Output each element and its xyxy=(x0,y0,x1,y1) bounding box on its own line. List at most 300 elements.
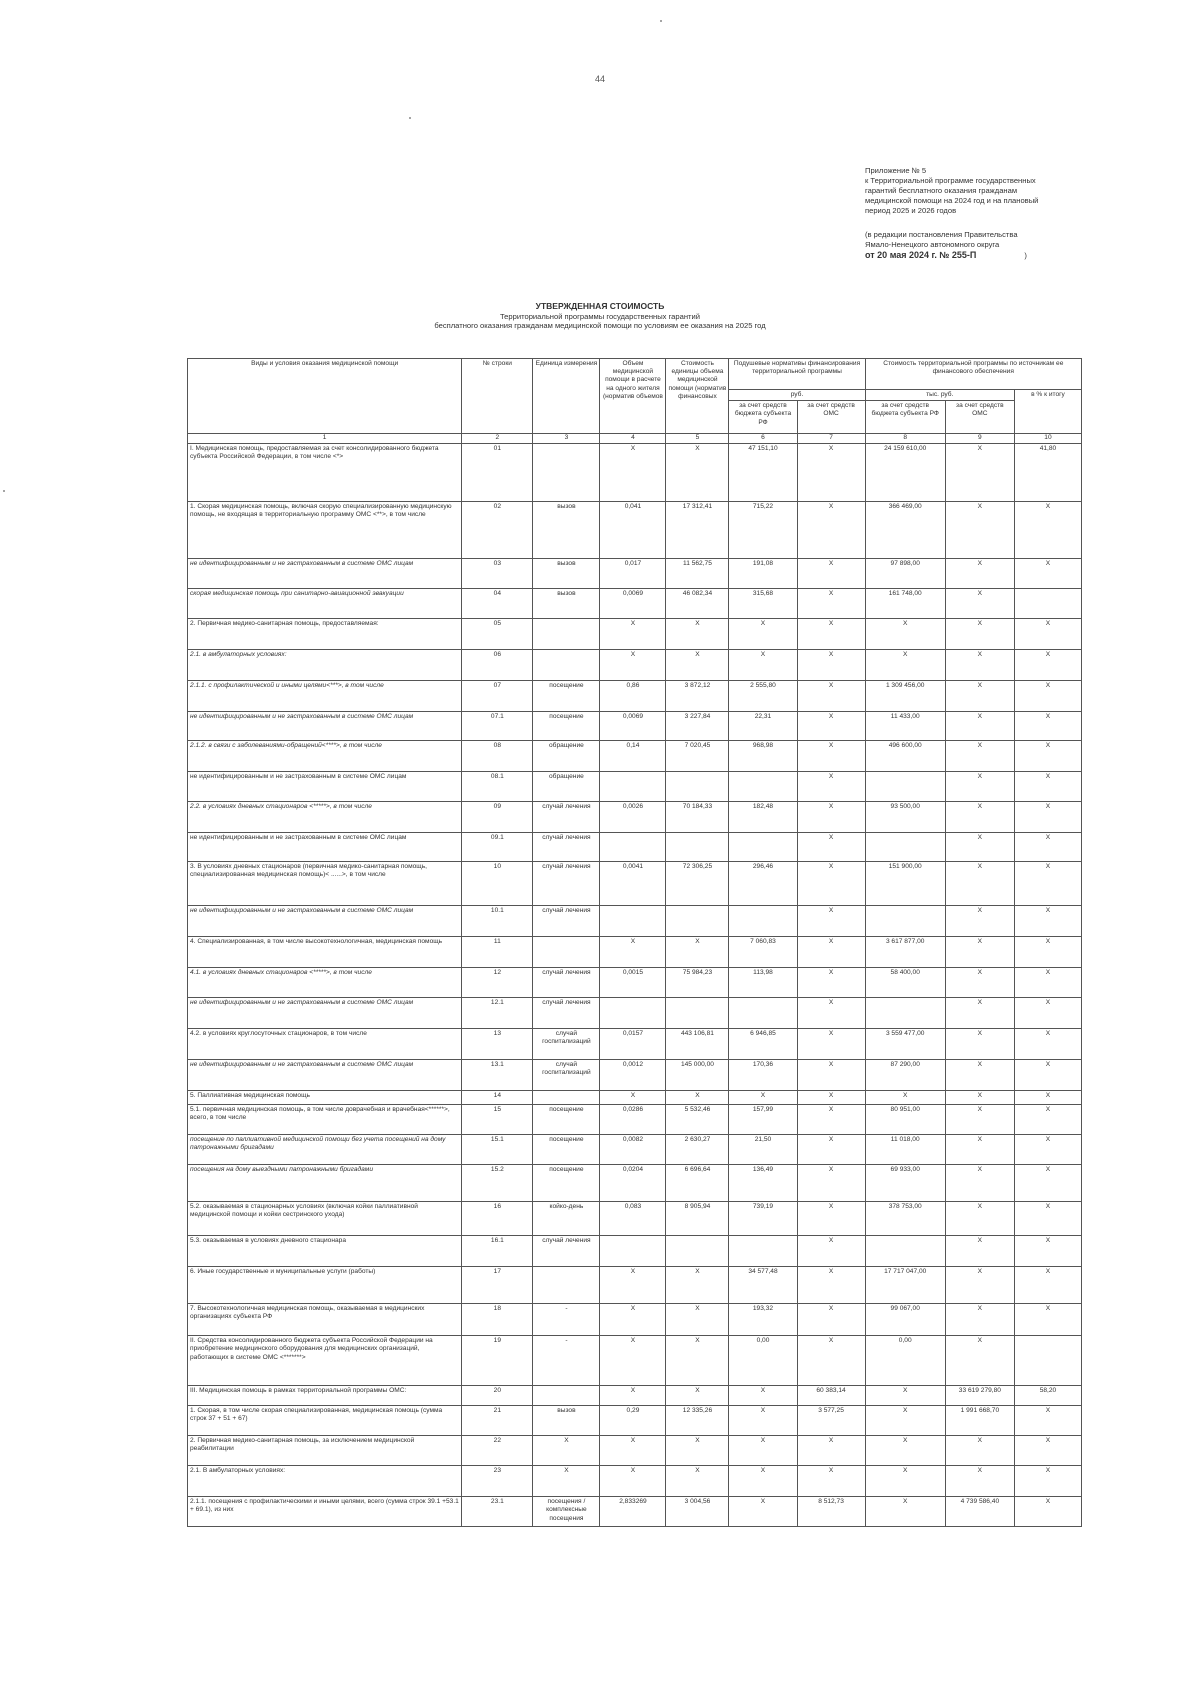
cell-col-8: 24 159 610,00 xyxy=(865,444,945,502)
table-row xyxy=(188,650,1082,681)
cell-col-5: X xyxy=(666,1091,729,1105)
row-number: 07 xyxy=(462,681,533,712)
cell-col-6: 170,36 xyxy=(729,1060,797,1091)
row-name: посещение по паллиативной медицинской помощи без учета посещений на дому патронажными бригадами xyxy=(188,1135,462,1165)
cell-col-9: X xyxy=(945,1202,1014,1236)
cell-col-6: 34 577,48 xyxy=(729,1267,797,1304)
cell-col-10: X xyxy=(1014,802,1081,833)
cell-col-5: X xyxy=(666,1304,729,1336)
cell-col-7: X xyxy=(797,862,865,906)
scan-speck xyxy=(660,20,662,22)
cell-col-9: X xyxy=(945,712,1014,741)
table-body xyxy=(188,444,1082,1527)
cell-col-10: X xyxy=(1014,772,1081,802)
cell-col-5: X xyxy=(666,444,729,502)
cell-col-4: 0,14 xyxy=(600,741,666,772)
cell-col-7: X xyxy=(797,559,865,589)
cell-col-8: X xyxy=(865,1497,945,1527)
cell-col-8: 97 898,00 xyxy=(865,559,945,589)
cell-col-5: X xyxy=(666,1436,729,1466)
row-unit xyxy=(533,937,600,968)
cell-col-7: X xyxy=(797,1236,865,1267)
cell-col-4: X xyxy=(600,619,666,650)
cell-col-8: 3 559 477,00 xyxy=(865,1029,945,1060)
row-name: 5.1. первичная медицинская помощь, в том числе доврачебная и врачебная<******>, всего, в том числе xyxy=(188,1105,462,1135)
cell-col-10: X xyxy=(1014,650,1081,681)
appendix-note xyxy=(865,166,1065,261)
header-pct-total: в % к итогу xyxy=(1014,390,1081,434)
cell-col-10: X xyxy=(1014,998,1081,1029)
cell-col-5: 7 020,45 xyxy=(666,741,729,772)
row-number: 19 xyxy=(462,1336,533,1386)
row-unit: случай лечения xyxy=(533,1236,600,1267)
header-thous-rub: тыс. руб. xyxy=(865,390,1014,401)
row-number: 23.1 xyxy=(462,1497,533,1527)
cell-col-8: 3 617 877,00 xyxy=(865,937,945,968)
cell-col-7: X xyxy=(797,589,865,619)
cell-col-10: X xyxy=(1014,1105,1081,1135)
cell-col-5 xyxy=(666,833,729,862)
row-number: 05 xyxy=(462,619,533,650)
appendix-line: к Территориальной программе государственных xyxy=(865,176,1036,185)
col-number: 2 xyxy=(462,434,533,444)
header-row-no: № строки xyxy=(462,359,533,434)
header-unit: Единица измерения xyxy=(533,359,600,434)
table-row xyxy=(188,862,1082,906)
cell-col-4: X xyxy=(600,1304,666,1336)
table-row xyxy=(188,772,1082,802)
col-number: 3 xyxy=(533,434,600,444)
col-number: 8 xyxy=(865,434,945,444)
row-number: 17 xyxy=(462,1267,533,1304)
cell-col-8: 11 018,00 xyxy=(865,1135,945,1165)
cell-col-5: X xyxy=(666,650,729,681)
cell-col-8 xyxy=(865,998,945,1029)
cell-col-9: X xyxy=(945,619,1014,650)
row-name: 2.1.1. с профилактической и иными целями<***>, в том числе xyxy=(188,681,462,712)
appendix-line: гарантий бесплатного оказания гражданам xyxy=(865,186,1018,195)
cell-col-10: X xyxy=(1014,712,1081,741)
title-sub2: бесплатного оказания гражданам медицинской помощи по условиям ее оказания на 2025 год xyxy=(434,321,766,330)
cell-col-8: 80 951,00 xyxy=(865,1105,945,1135)
cell-col-5: 3 872,12 xyxy=(666,681,729,712)
cell-col-10: X xyxy=(1014,1466,1081,1497)
row-name: 2. Первичная медико-санитарная помощь, предоставляемая: xyxy=(188,619,462,650)
cell-col-7: X xyxy=(797,772,865,802)
cell-col-8: X xyxy=(865,1386,945,1406)
table-row xyxy=(188,1386,1082,1406)
row-number: 22 xyxy=(462,1436,533,1466)
cell-col-9: X xyxy=(945,862,1014,906)
cell-col-4: 0,0069 xyxy=(600,712,666,741)
cell-col-6: X xyxy=(729,1091,797,1105)
row-name: не идентифицированным и не застрахованным в системе ОМС лицам xyxy=(188,1060,462,1091)
col-number: 4 xyxy=(600,434,666,444)
cell-col-10: X xyxy=(1014,1236,1081,1267)
cell-col-7: X xyxy=(797,1304,865,1336)
cell-col-6 xyxy=(729,772,797,802)
col-number: 6 xyxy=(729,434,797,444)
cell-col-8: X xyxy=(865,1436,945,1466)
table-row xyxy=(188,1436,1082,1466)
row-unit: случай госпитализаций xyxy=(533,1029,600,1060)
row-name: 1. Скорая, в том числе скорая специализированная, медицинская помощь (сумма строк 37 + 51 + 67) xyxy=(188,1406,462,1436)
cell-col-5: 8 905,94 xyxy=(666,1202,729,1236)
table-row xyxy=(188,998,1082,1029)
cell-col-9: X xyxy=(945,937,1014,968)
table-row xyxy=(188,937,1082,968)
cell-col-8 xyxy=(865,1236,945,1267)
cell-col-7: X xyxy=(797,1029,865,1060)
cell-col-10: X xyxy=(1014,1060,1081,1091)
cell-col-4: 0,0026 xyxy=(600,802,666,833)
cell-col-7: X xyxy=(797,1466,865,1497)
row-unit xyxy=(533,444,600,502)
row-unit: посещение xyxy=(533,681,600,712)
cell-col-9: X xyxy=(945,1060,1014,1091)
cell-col-8 xyxy=(865,833,945,862)
cell-col-7: X xyxy=(797,998,865,1029)
cell-col-4: X xyxy=(600,1267,666,1304)
cell-col-10: X xyxy=(1014,502,1081,559)
cell-col-5: X xyxy=(666,1336,729,1386)
table-row xyxy=(188,1135,1082,1165)
cell-col-10: 41,80 xyxy=(1014,444,1081,502)
row-name: скорая медицинская помощь при санитарно-авиационной эвакуации xyxy=(188,589,462,619)
table-row xyxy=(188,1060,1082,1091)
cell-col-6: 193,32 xyxy=(729,1304,797,1336)
table-row xyxy=(188,619,1082,650)
cell-col-7: X xyxy=(797,1105,865,1135)
cell-col-5: X xyxy=(666,1267,729,1304)
cell-col-6: 715,22 xyxy=(729,502,797,559)
cell-col-6 xyxy=(729,1236,797,1267)
cell-col-6: 315,68 xyxy=(729,589,797,619)
cell-col-4 xyxy=(600,906,666,937)
row-name: 2. Первичная медико-санитарная помощь, за исключением медицинской реабилитации xyxy=(188,1436,462,1466)
cell-col-6: X xyxy=(729,619,797,650)
table-row xyxy=(188,1497,1082,1527)
cell-col-9: X xyxy=(945,1236,1014,1267)
cell-col-10 xyxy=(1014,1336,1081,1386)
cell-col-7: X xyxy=(797,681,865,712)
cell-col-6: 968,98 xyxy=(729,741,797,772)
col-number: 1 xyxy=(188,434,462,444)
cell-col-8: 17 717 047,00 xyxy=(865,1267,945,1304)
table-row xyxy=(188,589,1082,619)
header-cost: Стоимость единицы объема медицинской помощи (норматив финансовых xyxy=(666,359,729,434)
cell-col-4: X xyxy=(600,444,666,502)
cell-col-7: 3 577,25 xyxy=(797,1406,865,1436)
cell-col-8: X xyxy=(865,619,945,650)
row-unit xyxy=(533,1386,600,1406)
cell-col-10: X xyxy=(1014,619,1081,650)
row-name: 2.1. в амбулаторных условиях: xyxy=(188,650,462,681)
row-number: 14 xyxy=(462,1091,533,1105)
cell-col-7: X xyxy=(797,1060,865,1091)
header-types: Виды и условия оказания медицинской помощи xyxy=(188,359,462,434)
row-unit xyxy=(533,650,600,681)
row-name: 5.2. оказываемая в стационарных условиях (включая койки паллиативной медицинской помощи и койки сестринского ухода) xyxy=(188,1202,462,1236)
cell-col-9: X xyxy=(945,681,1014,712)
cell-col-5: 145 000,00 xyxy=(666,1060,729,1091)
row-name: не идентифицированным и не застрахованным в системе ОМС лицам xyxy=(188,998,462,1029)
row-name: не идентифицированным и не застрахованным в системе ОМС лицам xyxy=(188,906,462,937)
row-unit: вызов xyxy=(533,589,600,619)
cell-col-4: X xyxy=(600,1466,666,1497)
cell-col-10: X xyxy=(1014,559,1081,589)
table-row xyxy=(188,1165,1082,1202)
cell-col-10: X xyxy=(1014,741,1081,772)
cell-col-9: X xyxy=(945,968,1014,998)
document-title xyxy=(0,302,1200,331)
cell-col-7: X xyxy=(797,968,865,998)
cell-col-7: X xyxy=(797,712,865,741)
row-number: 18 xyxy=(462,1304,533,1336)
edition-line: (в редакции постановления Правительства xyxy=(865,230,1018,239)
cell-col-5: 2 630,27 xyxy=(666,1135,729,1165)
cell-col-5 xyxy=(666,772,729,802)
row-name: посещения на дому выездными патронажными бригадами xyxy=(188,1165,462,1202)
cell-col-6 xyxy=(729,998,797,1029)
row-unit: посещение xyxy=(533,1105,600,1135)
cell-col-6: 21,50 xyxy=(729,1135,797,1165)
row-number: 08 xyxy=(462,741,533,772)
col-number: 5 xyxy=(666,434,729,444)
cell-col-7: X xyxy=(797,502,865,559)
cell-col-4: X xyxy=(600,1091,666,1105)
cell-col-6: X xyxy=(729,1406,797,1436)
table-row xyxy=(188,1202,1082,1236)
cell-col-8: 366 469,00 xyxy=(865,502,945,559)
cell-col-9: X xyxy=(945,998,1014,1029)
table-row xyxy=(188,741,1082,772)
cell-col-4: 0,29 xyxy=(600,1406,666,1436)
col-number: 10 xyxy=(1014,434,1081,444)
cell-col-4 xyxy=(600,998,666,1029)
row-name: не идентифицированным и не застрахованным в системе ОМС лицам xyxy=(188,559,462,589)
decree-date: от 20 мая 2024 г. № 255-П xyxy=(865,250,977,260)
cell-col-5: 11 562,75 xyxy=(666,559,729,589)
scan-speck xyxy=(3,490,5,492)
cell-col-8: 69 933,00 xyxy=(865,1165,945,1202)
row-number: 16.1 xyxy=(462,1236,533,1267)
cell-col-4: 0,86 xyxy=(600,681,666,712)
cell-col-9: X xyxy=(945,1466,1014,1497)
table-row xyxy=(188,681,1082,712)
cell-col-8: X xyxy=(865,650,945,681)
title-main: УТВЕРЖДЕННАЯ СТОИМОСТЬ xyxy=(535,301,665,311)
cell-col-6: 47 151,10 xyxy=(729,444,797,502)
cell-col-9: X xyxy=(945,1436,1014,1466)
row-number: 10 xyxy=(462,862,533,906)
cell-col-4: 0,0082 xyxy=(600,1135,666,1165)
cell-col-9: X xyxy=(945,1091,1014,1105)
cell-col-7: X xyxy=(797,741,865,772)
row-number: 11 xyxy=(462,937,533,968)
appendix-line: Приложение № 5 xyxy=(865,166,927,175)
cell-col-9: X xyxy=(945,1165,1014,1202)
cell-col-10: X xyxy=(1014,1091,1081,1105)
table-row xyxy=(188,1406,1082,1436)
row-name: 3. В условиях дневных стационаров (первичная медико-санитарная помощь, специализированная медицинская помощь)< ......>, в том числе xyxy=(188,862,462,906)
row-name: 4.2. в условиях круглосуточных стационаров, в том числе xyxy=(188,1029,462,1060)
cell-col-9: X xyxy=(945,906,1014,937)
cell-col-10: X xyxy=(1014,1267,1081,1304)
cell-col-4: 0,0041 xyxy=(600,862,666,906)
header-oms-9: за счет средств ОМС xyxy=(945,401,1014,434)
cell-col-4: 0,0015 xyxy=(600,968,666,998)
row-unit: случай лечения xyxy=(533,802,600,833)
cell-col-9: 33 619 279,80 xyxy=(945,1386,1014,1406)
cell-col-8 xyxy=(865,906,945,937)
row-name: 5. Паллиативная медицинская помощь xyxy=(188,1091,462,1105)
cell-col-8: 378 753,00 xyxy=(865,1202,945,1236)
cell-col-9: 1 991 668,70 xyxy=(945,1406,1014,1436)
table-row xyxy=(188,1267,1082,1304)
row-unit: случай лечения xyxy=(533,998,600,1029)
cell-col-7: X xyxy=(797,802,865,833)
row-name: III. Медицинская помощь в рамках территориальной программы ОМС: xyxy=(188,1386,462,1406)
cell-col-5: 46 082,34 xyxy=(666,589,729,619)
row-unit: посещение xyxy=(533,1135,600,1165)
page-number: 44 xyxy=(595,74,606,84)
row-name: не идентифицированным и не застрахованным в системе ОМС лицам xyxy=(188,833,462,862)
cell-col-6: 7 060,83 xyxy=(729,937,797,968)
scan-speck xyxy=(409,117,411,119)
row-unit: посещение xyxy=(533,712,600,741)
cell-col-10: X xyxy=(1014,906,1081,937)
cell-col-7: X xyxy=(797,937,865,968)
row-unit: посещение xyxy=(533,1165,600,1202)
cell-col-9: X xyxy=(945,1105,1014,1135)
cell-col-8: 0,00 xyxy=(865,1336,945,1386)
cell-col-8: 87 290,00 xyxy=(865,1060,945,1091)
row-name: 2.2. в условиях дневных стационаров <*****>, в том числе xyxy=(188,802,462,833)
row-unit: случай лечения xyxy=(533,833,600,862)
close-paren: ) xyxy=(1024,251,1027,260)
cell-col-8: X xyxy=(865,1466,945,1497)
table-row xyxy=(188,502,1082,559)
table-row xyxy=(188,1466,1082,1497)
cell-col-5: X xyxy=(666,1466,729,1497)
cell-col-10: X xyxy=(1014,1202,1081,1236)
cell-col-10: X xyxy=(1014,968,1081,998)
cell-col-6: X xyxy=(729,1466,797,1497)
cell-col-4 xyxy=(600,772,666,802)
row-unit: случай лечения xyxy=(533,862,600,906)
cell-col-5: 72 306,25 xyxy=(666,862,729,906)
row-number: 15 xyxy=(462,1105,533,1135)
header-per-capita: Подушевые нормативы финансирования территориальной программы xyxy=(729,359,865,390)
row-number: 16 xyxy=(462,1202,533,1236)
cell-col-5: 12 335,26 xyxy=(666,1406,729,1436)
row-unit xyxy=(533,619,600,650)
cell-col-7: X xyxy=(797,1436,865,1466)
cell-col-7: X xyxy=(797,1267,865,1304)
cell-col-9: X xyxy=(945,650,1014,681)
cell-col-9: X xyxy=(945,833,1014,862)
table-row xyxy=(188,968,1082,998)
header-budget-rf: за счет средств бюджета субъекта РФ xyxy=(729,401,797,434)
col-number: 7 xyxy=(797,434,865,444)
table-row xyxy=(188,833,1082,862)
cell-col-4: X xyxy=(600,1386,666,1406)
row-number: 12.1 xyxy=(462,998,533,1029)
cell-col-8 xyxy=(865,772,945,802)
row-unit: - xyxy=(533,1336,600,1386)
cell-col-8: X xyxy=(865,1091,945,1105)
cell-col-7: X xyxy=(797,619,865,650)
cell-col-9: X xyxy=(945,1135,1014,1165)
cell-col-4: X xyxy=(600,1336,666,1386)
table-row xyxy=(188,712,1082,741)
cell-col-9: X xyxy=(945,502,1014,559)
row-unit: обращение xyxy=(533,772,600,802)
cell-col-6: 136,49 xyxy=(729,1165,797,1202)
cell-col-9: X xyxy=(945,802,1014,833)
cell-col-10: X xyxy=(1014,1029,1081,1060)
cell-col-8: X xyxy=(865,1406,945,1436)
table-row xyxy=(188,802,1082,833)
cell-col-4: X xyxy=(600,650,666,681)
cell-col-6: X xyxy=(729,1436,797,1466)
cell-col-4: 0,017 xyxy=(600,559,666,589)
row-unit: вызов xyxy=(533,559,600,589)
title-sub1: Территориальной программы государственных гарантий xyxy=(499,311,701,321)
cell-col-7: 8 512,73 xyxy=(797,1497,865,1527)
row-unit: X xyxy=(533,1436,600,1466)
cell-col-9: X xyxy=(945,1304,1014,1336)
cell-col-10: X xyxy=(1014,1135,1081,1165)
table-row xyxy=(188,906,1082,937)
row-name: не идентифицированным и не застрахованным в системе ОМС лицам xyxy=(188,712,462,741)
cell-col-7: X xyxy=(797,833,865,862)
table-row xyxy=(188,444,1082,502)
row-name: 2.1.1. посещения с профилактическими и иными целями, всего (сумма строк 39.1 +53.1 + 69.1), из них xyxy=(188,1497,462,1527)
row-number: 04 xyxy=(462,589,533,619)
cell-col-6: 296,46 xyxy=(729,862,797,906)
row-number: 09.1 xyxy=(462,833,533,862)
table-row xyxy=(188,1105,1082,1135)
cell-col-8: 161 748,00 xyxy=(865,589,945,619)
cell-col-5: 70 184,33 xyxy=(666,802,729,833)
cell-col-10: X xyxy=(1014,862,1081,906)
row-unit: случай госпитализаций xyxy=(533,1060,600,1091)
row-name: II. Средства консолидированного бюджета субъекта Российской Федерации на приобретение медицинского оборудования для медицинских организаций, работающих в системе ОМС <*******> xyxy=(188,1336,462,1386)
row-number: 01 xyxy=(462,444,533,502)
cell-col-5 xyxy=(666,906,729,937)
cell-col-8: 11 433,00 xyxy=(865,712,945,741)
cell-col-8: 151 900,00 xyxy=(865,862,945,906)
cell-col-7: X xyxy=(797,1091,865,1105)
cell-col-5: X xyxy=(666,619,729,650)
row-number: 23 xyxy=(462,1466,533,1497)
row-name: 2.1.2. в связи с заболеваниями-обращений<****>, в том числе xyxy=(188,741,462,772)
cell-col-10: X xyxy=(1014,1497,1081,1527)
row-name: 1. Скорая медицинская помощь, включая скорую специализированную медицинскую помощь, не входящая в территориальную программу ОМС <**>, в том числе xyxy=(188,502,462,559)
cell-col-4: 0,0157 xyxy=(600,1029,666,1060)
row-number: 12 xyxy=(462,968,533,998)
cell-col-6: 2 555,80 xyxy=(729,681,797,712)
header-rub: руб. xyxy=(729,390,865,401)
cell-col-6: 0,00 xyxy=(729,1336,797,1386)
cell-col-4 xyxy=(600,1236,666,1267)
row-unit: случай лечения xyxy=(533,906,600,937)
table-row xyxy=(188,1336,1082,1386)
cell-col-10 xyxy=(1014,589,1081,619)
cell-col-9: X xyxy=(945,1336,1014,1386)
